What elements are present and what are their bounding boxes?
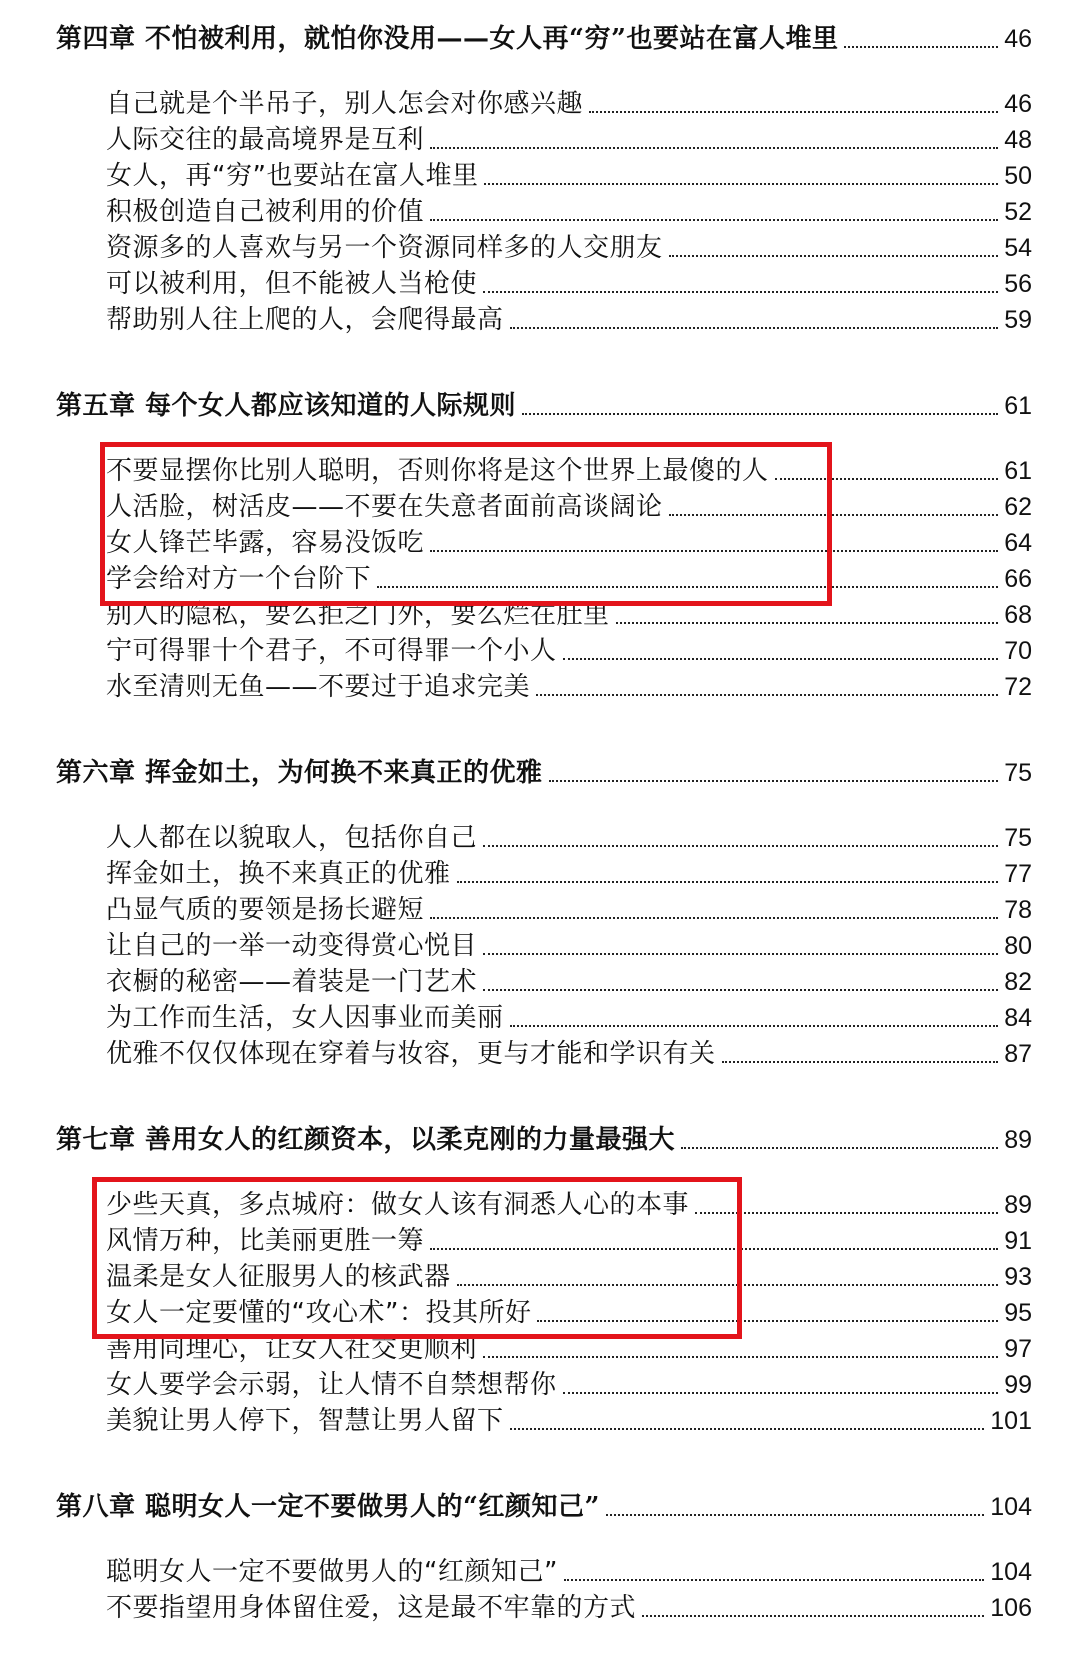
section-title: 学会给对方一个台阶下	[106, 564, 372, 594]
section-title: 帮助别人往上爬的人，会爬得最高	[106, 305, 504, 335]
section-title: 宁可得罪十个君子，不可得罪一个小人	[106, 636, 557, 666]
toc-entry	[106, 1404, 1032, 1438]
toc-entry	[106, 526, 1032, 560]
section-title: 挥金如土，换不来真正的优雅	[106, 859, 451, 889]
toc-entry	[106, 87, 1032, 121]
dot-leader	[669, 255, 999, 257]
page-number: 75	[1004, 824, 1032, 852]
toc-entry	[106, 1260, 1032, 1294]
page-number: 87	[1004, 1040, 1032, 1068]
page-number: 72	[1004, 673, 1032, 701]
section-title: 风情万种，比美丽更胜一筹	[106, 1226, 425, 1256]
chapter-title: 第四章 不怕被利用，就怕你没用——女人再“穷”也要站在富人堆里	[56, 24, 839, 54]
toc-entry	[106, 893, 1032, 927]
toc-entry	[106, 490, 1032, 524]
section-title: 凸显气质的要领是扬长避短	[106, 895, 425, 925]
page-number: 48	[1004, 126, 1032, 154]
dot-leader	[510, 1428, 985, 1430]
toc-entry	[106, 159, 1032, 193]
dot-leader	[484, 183, 998, 185]
chapter-title: 第五章 每个女人都应该知道的人际规则	[56, 391, 517, 421]
toc-entry	[106, 1001, 1032, 1035]
dot-leader	[430, 219, 998, 221]
dot-leader	[430, 147, 998, 149]
page-number: 80	[1004, 932, 1032, 960]
page-number: 95	[1004, 1299, 1032, 1327]
toc-entry	[106, 231, 1032, 265]
section-title: 聪明女人一定不要做男人的“红颜知己”	[106, 1557, 558, 1587]
page-number: 78	[1004, 896, 1032, 924]
page-number: 84	[1004, 1004, 1032, 1032]
dot-leader	[549, 780, 999, 782]
toc-entry	[106, 634, 1032, 668]
chapter-title: 第六章 挥金如土，为何换不来真正的优雅	[56, 758, 543, 788]
section-title: 美貌让男人停下，智慧让男人留下	[106, 1406, 504, 1436]
dot-leader	[616, 622, 999, 624]
dot-leader	[483, 291, 998, 293]
page-number: 64	[1004, 529, 1032, 557]
dot-leader	[377, 586, 998, 588]
toc-entry	[106, 454, 1032, 488]
dot-leader	[536, 694, 998, 696]
dot-leader	[430, 1248, 998, 1250]
chapter-6-heading	[56, 756, 1032, 790]
dot-leader	[564, 1579, 984, 1581]
page-number: 82	[1004, 968, 1032, 996]
page-number: 106	[990, 1594, 1032, 1622]
section-title: 资源多的人喜欢与另一个资源同样多的人交朋友	[106, 233, 663, 263]
toc-entry	[106, 195, 1032, 229]
section-title: 为工作而生活，女人因事业而美丽	[106, 1003, 504, 1033]
toc-entry	[106, 267, 1032, 301]
page-number: 75	[1004, 759, 1032, 787]
chapter-4-heading	[56, 22, 1032, 56]
page-number: 46	[1004, 25, 1032, 53]
section-title: 女人锋芒毕露，容易没饭吃	[106, 528, 425, 558]
page-number: 56	[1004, 270, 1032, 298]
section-title: 女人要学会示弱，让人情不自禁想帮你	[106, 1370, 557, 1400]
dot-leader	[844, 46, 998, 48]
page-number: 61	[1004, 392, 1032, 420]
section-title: 人活脸，树活皮——不要在失意者面前高谈阔论	[106, 492, 663, 522]
section-title: 水至清则无鱼——不要过于追求完美	[106, 672, 531, 702]
dot-leader	[430, 550, 998, 552]
toc-entry	[106, 598, 1032, 632]
dot-leader	[510, 327, 999, 329]
section-title: 女人一定要懂的“攻心术”：投其所好	[106, 1298, 532, 1328]
page-number: 62	[1004, 493, 1032, 521]
section-title: 优雅不仅仅体现在穿着与妆容，更与才能和学识有关	[106, 1039, 716, 1069]
dot-leader	[483, 989, 998, 991]
dot-leader	[681, 1147, 998, 1149]
section-title: 温柔是女人征服男人的核武器	[106, 1262, 451, 1292]
dot-leader	[510, 1025, 999, 1027]
toc-entry	[106, 562, 1032, 596]
dot-leader	[669, 514, 999, 516]
page-number: 59	[1004, 306, 1032, 334]
dot-leader	[537, 1320, 998, 1322]
section-title: 少些天真，多点城府：做女人该有洞悉人心的本事	[106, 1190, 690, 1220]
toc-entry	[106, 1037, 1032, 1071]
dot-leader	[563, 658, 999, 660]
dot-leader	[606, 1514, 984, 1516]
page-number: 101	[990, 1407, 1032, 1435]
section-title: 可以被利用，但不能被人当枪使	[106, 269, 478, 299]
page-number: 77	[1004, 860, 1032, 888]
page-number: 46	[1004, 90, 1032, 118]
toc-entry	[106, 303, 1032, 337]
dot-leader	[483, 1356, 998, 1358]
dot-leader	[722, 1061, 999, 1063]
dot-leader	[522, 413, 998, 415]
dot-leader	[483, 953, 998, 955]
toc-entry	[106, 1224, 1032, 1258]
dot-leader	[775, 478, 999, 480]
page-number: 61	[1004, 457, 1032, 485]
section-title: 积极创造自己被利用的价值	[106, 197, 425, 227]
dot-leader	[483, 845, 998, 847]
toc-entry	[106, 1296, 1032, 1330]
section-title: 衣橱的秘密——着装是一门艺术	[106, 967, 478, 997]
page-number: 104	[990, 1558, 1032, 1586]
section-title: 不要显摆你比别人聪明，否则你将是这个世界上最傻的人	[106, 456, 769, 486]
page-number: 99	[1004, 1371, 1032, 1399]
section-title: 人人都在以貌取人，包括你自己	[106, 823, 478, 853]
dot-leader	[457, 881, 999, 883]
chapter-title: 第八章 聪明女人一定不要做男人的“红颜知己”	[56, 1492, 600, 1522]
toc-entry	[106, 821, 1032, 855]
section-title: 人际交往的最高境界是互利	[106, 125, 425, 155]
section-title: 善用同理心，让女人社交更顺利	[106, 1334, 478, 1364]
section-title: 不要指望用身体留住爱，这是最不牢靠的方式	[106, 1593, 637, 1623]
toc-entry	[106, 965, 1032, 999]
page-number: 70	[1004, 637, 1032, 665]
chapter-5-heading	[56, 389, 1032, 423]
section-title: 别人的隐私，要么拒之门外，要么烂在肚里	[106, 600, 610, 630]
page-number: 97	[1004, 1335, 1032, 1363]
chapter-title: 第七章 善用女人的红颜资本，以柔克刚的力量最强大	[56, 1125, 676, 1155]
chapter-7-heading	[56, 1123, 1032, 1157]
section-title: 女人，再“穷”也要站在富人堆里	[106, 161, 479, 191]
page-number: 66	[1004, 565, 1032, 593]
toc-entry	[106, 857, 1032, 891]
chapter-8-heading	[56, 1490, 1032, 1524]
dot-leader	[589, 111, 998, 113]
page-number: 68	[1004, 601, 1032, 629]
page-number: 89	[1004, 1191, 1032, 1219]
toc-entry	[106, 1368, 1032, 1402]
toc-entry	[106, 929, 1032, 963]
dot-leader	[563, 1392, 999, 1394]
page-number: 89	[1004, 1126, 1032, 1154]
page-number: 91	[1004, 1227, 1032, 1255]
toc-entry	[106, 1555, 1032, 1589]
section-title: 让自己的一举一动变得赏心悦目	[106, 931, 478, 961]
toc-entry	[106, 1332, 1032, 1366]
dot-leader	[642, 1615, 984, 1617]
page-number: 54	[1004, 234, 1032, 262]
dot-leader	[695, 1212, 998, 1214]
page-number: 50	[1004, 162, 1032, 190]
dot-leader	[457, 1284, 999, 1286]
toc-entry	[106, 670, 1032, 704]
page-number: 93	[1004, 1263, 1032, 1291]
page-number: 104	[990, 1493, 1032, 1521]
toc-entry	[106, 1591, 1032, 1625]
toc-entry	[106, 1188, 1032, 1222]
page-number: 52	[1004, 198, 1032, 226]
section-title: 自己就是个半吊子，别人怎会对你感兴趣	[106, 89, 584, 119]
dot-leader	[430, 917, 998, 919]
toc-entry	[106, 123, 1032, 157]
